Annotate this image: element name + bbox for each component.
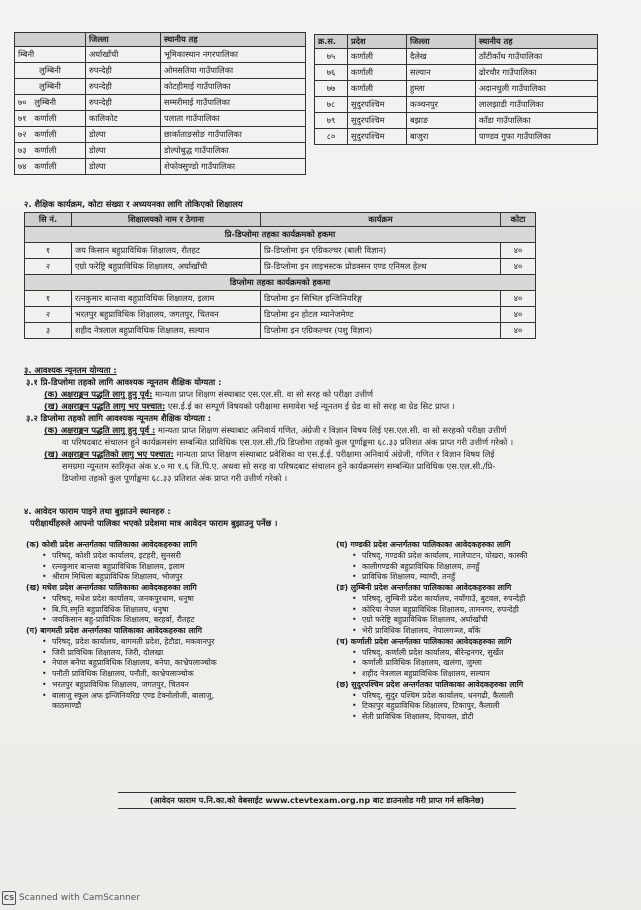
list-item: • जयकिसान बहु-प्राविधिक शिक्षालय, बरहर्वा, रौतहट: [26, 615, 326, 626]
list-item: • परिषद्, मधेश प्रदेश कार्यालय, जनकपुरधाम, धनुषा: [26, 594, 326, 605]
col-header: जिल्ला: [86, 33, 161, 47]
list-item: काठमाण्डौ: [52, 701, 82, 711]
list-item: • परिषद्, प्रदेश कार्यालय, बागमती प्रदेश, हेटौडा, मकवानपुर: [26, 637, 326, 648]
list-item: • शहीद नेत्रलाल बहुप्राविधिक शिक्षालय, सल्यान: [336, 669, 626, 680]
list-item: • श्रीराम मिथिला बहुप्राविधिक शिक्षालय, भोजपुर: [26, 572, 326, 583]
table-row: ३ शहीद नेत्रलाल बहुप्राविधिक शिक्षालय, सल्यान डिप्लोमा इन एग्रिकल्चर (पशु विज्ञान) ४०: [25, 323, 536, 339]
list-item: • कोरिया नेपाल बहुप्राविधिक शिक्षालय, तामनगर, रुपन्देही: [336, 605, 626, 616]
list-item: • परिषद्, गण्डकी प्रदेश कार्यालय, मालेपाटन, पोखरा, कास्की: [336, 551, 626, 562]
section-3-2-a-cont: वा परिषदबाट संचालन हुने कार्यक्रमसंग सम्बन्धित प्राविधिक एस.एल.सी./प्रि डिप्लोमा तहको कुल पूर्णाङ्कमा ६८.३३ प्रतिशत अंक प्राप्त गरी उत्तीर्ण गरेको ।: [62, 437, 514, 447]
table-row: ७२ कर्णाली डोल्पा छार्काताङसोङ गाउँपालिका: [15, 127, 306, 143]
col-header: स्थानीय तह: [476, 35, 598, 49]
list-item: • परिषद्, लुम्बिनी प्रदेश कार्यालय, नयाँगाउँ, बुटवल, रुपन्देही: [336, 594, 626, 605]
province-heading: (छ) सुदुरपश्चिम प्रदेश अन्तर्गतका पालिकाका आवेदकहरुका लागि: [336, 679, 524, 689]
col-header: सि नं.: [25, 213, 72, 227]
table-row: ७५ कर्णाली दैलेख ठाँटीकाँध गाउँपालिका: [315, 49, 598, 65]
list-item: • कालीगण्डकी बहुप्राविधिक शिक्षालय, तनहुँ: [336, 562, 626, 573]
province-heading: (ग) बागमती प्रदेश अन्तर्गतका पालिकाका आवेदकहरुका लागि: [26, 626, 203, 635]
group-header: डिप्लोमा तहका कार्यक्रमको हकमा: [25, 275, 536, 291]
list-item: • टिकापुर बहुप्राविधिक शिक्षालय, टिकापुर, कैलाली: [336, 701, 626, 712]
scanner-label: Scanned with CamScanner: [19, 893, 141, 903]
province-heading: (घ) गण्डकी प्रदेश अन्तर्गतका पालिकाका आवेदकहरुका लागि: [336, 540, 511, 549]
list-item: • बि.पि.स्मृति बहुप्राविधिक शिक्षालय, धनुषा: [26, 605, 326, 616]
list-item: • जिरी प्राविधिक शिक्षालय, जिरी, दोलखा: [26, 648, 326, 659]
table-row: लुम्बिनी रुपन्देही कोटहीमाई गाउँपालिका: [15, 79, 306, 95]
list-item: • भरतपुर बहुप्राविधिक शिक्षालय, जगतपुर, चितवन: [26, 680, 326, 691]
scanner-watermark: [2, 891, 140, 905]
list-item: • परिषद्, कर्णाली प्रदेश कार्यालय, बीरेन्द्रनगर, सुर्खेत: [336, 648, 626, 659]
list-item: • नेपाल बनेपा बहुप्राविधिक शिक्षालय, बनेपा, काभ्रेपलाञ्चोक: [26, 658, 326, 669]
province-heading: (क) कोशी प्रदेश अन्तर्गतका पालिकाका आवेदकहरुका लागि: [26, 540, 197, 549]
section-3-title: ३. आवश्यक न्यूनतम योग्यता :: [24, 365, 117, 375]
table-row: २ भरतपुर बहुप्राविधिक शिक्षालय, जगतपुर, चितवन डिप्लोमा इन होटल म्यानेजमेण्ट ४०: [25, 307, 536, 323]
col-header: क्र.स.: [315, 35, 348, 49]
list-item: • सेती प्राविधिक शिक्षालय, दिपायल, डोटी: [336, 712, 626, 723]
section-3-1-heading: ३.१ प्रि-डिप्लोमा तहको लागि आवश्यक न्यूनतम शैक्षिक योग्यता :: [26, 377, 222, 387]
section-3-2-heading: ३.२ डिप्लोमा तहको लागि आवश्यक न्यूनतम शैक्षिक योग्यता :: [26, 413, 212, 423]
col-header: कोटा: [501, 213, 536, 227]
table-row: ७३ कर्णाली डोल्पा डोल्पोबुद्ध गाउँपालिका: [15, 143, 306, 159]
list-item: • एग्रो फरेष्ट्रि बहुप्राविधिक शिक्षालय, अर्घाखाँची: [336, 615, 626, 626]
section-3-1-a: (क) अक्षराङ्कन पद्धति लागु हुनु पूर्व: मान्यता प्राप्त शिक्षण संस्थाबाट एस.एल.सी. वा सो सरह को परीक्षा उत्तीर्ण: [44, 389, 374, 399]
table-row: १ रत्नकुमार बान्तवा बहुप्राविधिक शिक्षालय, इलाम डिप्लोमा इन सिभिल इन्जिनियरिङ्ग ४०: [25, 291, 536, 307]
col-header: कार्यक्रम: [261, 213, 501, 227]
offices-left-column: [26, 540, 326, 712]
website-footer-note: (आवेदन फाराम प.नि.का.को वेबसाईट www.ctevtexam.org.np बाट डाउनलोड गरी प्राप्त गर्न सकिनेछ): [118, 792, 516, 809]
municipality-table-right: [314, 34, 598, 145]
table-row: ७१ कर्णाली कालिकोट पलाता गाउँपालिका: [15, 111, 306, 127]
col-header: [15, 33, 86, 47]
table-row: २ एग्रो फरेष्ट्रि बहुप्राविधिक शिक्षालय, अर्घाखाँची प्रि-डिप्लोमा इन लाइभस्टक प्रोडक्सन एण्ड एनिमल हेल्थ ४०: [25, 259, 536, 275]
section-4-subtitle: परीक्षार्थीहरुले आफ्नो पालिका भएको प्रदेशमा मात्र आवेदन फाराम बुझाउनु पर्नेछ ।: [30, 518, 278, 528]
list-item: • पनौती प्राविधिक शिक्षालय, पनौती, काभ्रेपलाञ्चोक: [26, 669, 326, 680]
camscanner-logo-icon: CS: [2, 891, 16, 905]
list-item: • कर्णाली प्राविधिक शिक्षालय, खलंगा, जुम्ला: [336, 658, 626, 669]
list-item: • रत्नकुमार बान्तवा बहुप्राविधिक शिक्षालय, इलाम: [26, 562, 326, 573]
program-quota-table: [24, 212, 536, 339]
section-3-2-b-cont2: डिप्लोमा तहको कुल पूर्णाङ्कमा ६८.३३ प्रतिशत अंक प्राप्त गरी उत्तीर्ण गरेको ।: [62, 473, 288, 483]
col-header: स्थानीय तह: [161, 33, 306, 47]
table-row: ७९ सुदुरपश्चिम बझाङ काँडा गाउँपालिका: [315, 113, 598, 129]
section-3-2-b: (ख) अक्षराङ्कन पद्धतिको लागु भए पश्चात: मान्यता प्राप्त शिक्षण संस्थाबाट प्रवेशिका वा एस.ई.ई. परीक्षामा अनिवार्य अंग्रेजी, गणित र विज्ञान विषय लिई: [44, 449, 495, 459]
table-row: ८० सुदुरपश्चिम बाजुरा पाण्डव गुफा गाउँपालिका: [315, 129, 598, 145]
table-row: ७६ कर्णाली सल्यान ढोरचौर गाउँपालिका: [315, 65, 598, 81]
table-row: १ जय किसान बहुप्राविधिक शिक्षालय, रौतहट प्रि-डिप्लोमा इन एग्रिकल्चर (बाली विज्ञान) ४०: [25, 243, 536, 259]
list-item: • परिषद्, कोशी प्रदेश कार्यालय, इटहरी, सुनसरी: [26, 551, 326, 562]
section-4-title: ४. आवेदन फाराम पाइने तथा बुझाउने स्थानहरु :: [24, 506, 171, 516]
col-header: शिक्षालयको नाम र ठेगाना: [72, 213, 261, 227]
offices-right-column: [336, 540, 626, 723]
province-heading: (ख) मधेश प्रदेश अन्तर्गतका पालिकाका आवेदकहरुका लागि: [26, 583, 197, 592]
list-item: • भेरी प्राविधिक शिक्षालय, नेपालगञ्ज, बाँके: [336, 626, 626, 637]
table-row: ७४ कर्णाली डोल्पा शेफोक्सुण्डो गाउँपालिका: [15, 159, 306, 175]
list-item: • प्राविधिक शिक्षालय, म्याग्दी, तनहुँ: [336, 572, 626, 583]
section-3-2-a: (क) अक्षराङ्कन पद्धति लागु हुनु पूर्व : मान्यता प्राप्त शिक्षण संस्थाबाट अनिवार्य गणित, अंग्रेजी र विज्ञान विषय लिई एस.एल.सी. वा सो सरहको परीक्षा उत्तीर्ण: [44, 425, 507, 435]
group-header: प्रि-डिप्लोमा तहका कार्यक्रमको हकमा: [25, 227, 536, 243]
table-row: ७० लुम्बिनी रुपन्देही सम्मरीमाई गाउँपालिका: [15, 95, 306, 111]
section-2-title: २. शैक्षिक कार्यक्रम, कोटा संख्या र अध्ययनका लागि तोकिएको शिक्षालय: [24, 199, 243, 209]
list-item: • बालाजु स्कूल अफ इन्जिनियरिङ एण्ड टेक्नोलोजी, बालाजु,: [26, 691, 326, 702]
col-header: प्रदेश: [348, 35, 407, 49]
province-heading: (ङ) लुम्बिनी प्रदेश अन्तर्गतका पालिकाका आवेदकहरुका लागि: [336, 583, 512, 592]
section-3-1-b: (ख) अक्षराङ्कन पद्धति लागु भए पश्चात: एस.ई.ई का सम्पूर्ण विषयको परीक्षामा समावेश भई न्यूनतम ई ग्रेड वा सो सरह वा ग्रेड सिट प्राप्त ।: [44, 401, 455, 411]
table-row: ७७ कर्णाली हुम्ला अदानचुली गाउँपालिका: [315, 81, 598, 97]
col-header: जिल्ला: [407, 35, 476, 49]
province-heading: (च) कर्णाली प्रदेश अन्तर्गतका पालिकाका आवेदकहरुका लागि: [336, 636, 512, 646]
table-row: ७८ सुदुरपश्चिम कञ्चनपुर लालझाडी गाउँपालिका: [315, 97, 598, 113]
municipality-table-left: [14, 32, 306, 175]
list-item: • परिषद्, सुदुर पश्चिम प्रदेश कार्यालय, धनगढी, कैलाली: [336, 691, 626, 702]
table-row: लुम्बिनी रुपन्देही ओमसतिया गाउँपालिका: [15, 63, 306, 79]
table-row: म्बिनी अर्घाखाँची भूमिकास्थान नगरपालिका: [15, 47, 306, 63]
section-3-2-b-cont: समग्रमा न्यूनतम स्तरिकृत अंक ४.० मा १.६ जि.पि.ए. अथवा सो सरह वा परिषदबाट संचालन हुने कार्यक्रमसंग सम्बन्धित प्राविधिक एस.एल.सी./प्रि-: [62, 461, 496, 471]
